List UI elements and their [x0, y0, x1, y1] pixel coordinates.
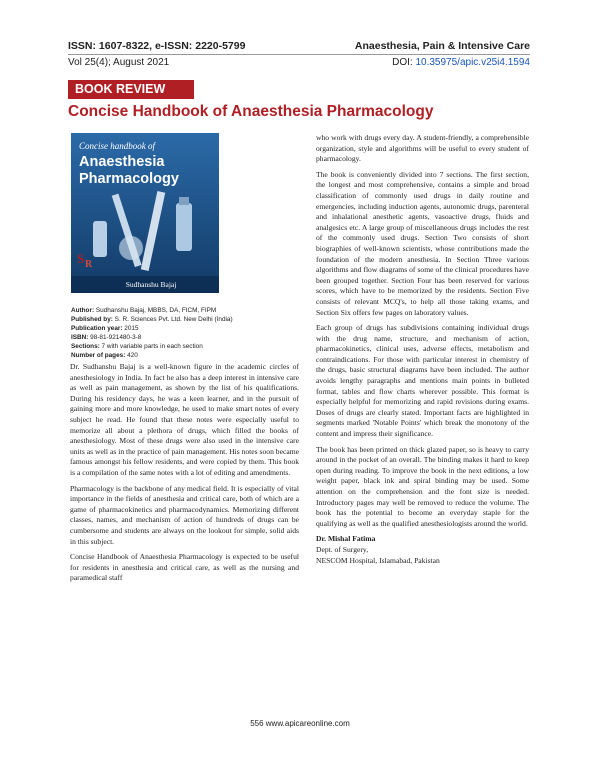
- reviewer-place: NESCOM Hospital, Islamabad, Pakistan: [316, 555, 440, 565]
- issn-label: ISSN: 1607-8322, e-ISSN: 2220-5799: [68, 40, 246, 52]
- svg-text:S: S: [77, 251, 85, 266]
- header-rule: [68, 54, 530, 55]
- paragraph: The book is conveniently divided into 7 sections. The first section, the longest and most comprehensive, contains a simple and broad classification of commonly used drugs in daily routine and emergencies, including induction agents, autonomic drugs, parenteral and inhalational anesthetic agents, vasoactive drugs, fluids and analgesics etc. A large group of miscellaneous drugs includes the rest of the commonly used drugs. Section Two consists of short biographies of well-known scientists, whose contributions made the foundation of the modern anesthesia. In Section Three various algorithms and flow diagrams of some of the clinical procedures have been grouped together. Section Four has been reserved for various scores, which have to be memorized by the residents. Section Five consists of relevant MCQ's, to help all those taking exams, and Section Six offers few pages on laboratory values.: [316, 169, 529, 317]
- paragraph: Dr. Sudhanshu Bajaj is a well-known figure in the academic circles of anesthesiology in India. In fact he also has a deep interest in intensive care as well as pain management, as shown by the list of his qualifications. During his residency days, he was a keen learner, and in the pursuit of gaining more and more knowledge, he used to make smart notes of every subject he read. He found that these notes were especially useful to memorize all about a plethora of drugs, which filled the books of anesthesiology. Most of these drugs were also used in the intensive care units as well as in the practice of pain management. His notes soon became famous amongst his fellow residents, and were copied by them. This book is a compilation of the same notes with a lot of editing and amendments.: [70, 362, 299, 477]
- meta-publisher: Published by: S. R. Sciences Pvt. Ltd. New Delhi (India): [71, 315, 233, 323]
- paragraph: who work with drugs every day. A student-friendly, a comprehensible organization, style and algorithms will be useful to every student of pharmacology.: [316, 133, 529, 164]
- meta-year: Publication year: 2015: [71, 324, 139, 332]
- reviewer-name: Dr. Mishal Fatima: [316, 534, 376, 544]
- left-column: [70, 362, 299, 589]
- svg-text:R: R: [85, 259, 93, 270]
- paragraph: Each group of drugs has subdivisions containing individual drugs with the drug name, structure, and mechanism of action, pharmacokinetics, clinical uses, adverse effects, metabolism and contraindications. For those with particular interest in chemistry of the drugs, basic structural diagrams have been included. The author avoids lengthy paragraphs and mentions main points in bulleted format, tables and flow charts wherever possible. This format is especially helpful for memorizing and rapid revisions during exams. Doses of drugs are clearly stated. Important facts are highlighted in segments marked 'Notable Points' which break the monotony of the content and impress their significance.: [316, 323, 529, 439]
- page-footer: 556 www.apicareonline.com: [250, 719, 350, 728]
- right-column: [316, 133, 529, 566]
- section-banner: BOOK REVIEW: [68, 80, 194, 99]
- paragraph: The book has been printed on thick glazed paper, so is heavy to carry around in the pocket of an overall. The binding makes it hard to keep open during reading. To improve the book in the next editions, a low weight paper, black ink and spiral binding may be used. Some attention on the comprehension and the font size is needed. Introductory pages may well be removed to reduce the volume. The book has the potential to become an everyday staple for the qualifying as well as the qualified anesthesiologists around the world.: [316, 444, 529, 528]
- book-meta: [71, 307, 301, 360]
- reviewer-dept: Dept. of Surgery,: [316, 545, 369, 555]
- paragraph: Pharmacology is the backbone of any medical field. It is especially of vital importance in the fields of anesthesia and critical care, both of which are a game of pharmacokinetics and pharmacodynamics. Memorizing different classes, names, and mechanism of action of hundreds of drugs can be cumbersome and students are always on the lookout for simple, solid aids in this subject.: [70, 483, 299, 546]
- page-title: Concise Handbook of Anaesthesia Pharmacology: [68, 103, 434, 120]
- meta-author: Author: Sudhanshu Bajaj, MBBS, DA, FICM, FIPM: [71, 307, 217, 314]
- cover-author: Sudhanshu Bajaj: [125, 280, 177, 289]
- cover-line1: Concise handbook of: [79, 141, 155, 151]
- reviewer-signature: [316, 534, 529, 566]
- cover-line2: Anaesthesia: [79, 154, 165, 170]
- journal-name: Anaesthesia, Pain & Intensive Care: [354, 40, 530, 52]
- book-cover-image: [71, 133, 219, 293]
- doi-link[interactable]: 10.35975/apic.v25i4.1594: [415, 57, 530, 68]
- paragraph: Concise Handbook of Anaesthesia Pharmacology is expected to be useful for residents in anesthesia and critical care, as well as the nursing and paramedical staff: [70, 552, 299, 583]
- doi: DOI: 10.35975/apic.v25i4.1594: [392, 57, 530, 68]
- volume-label: Vol 25(4); August 2021: [68, 57, 170, 68]
- cover-line3: Pharmacology: [79, 171, 179, 187]
- meta-sections: Sections: 7 with variable parts in each section: [71, 342, 203, 350]
- meta-pages: Number of pages: 420: [71, 351, 138, 359]
- meta-isbn: ISBN: 98-81-921480-3-8: [71, 333, 142, 341]
